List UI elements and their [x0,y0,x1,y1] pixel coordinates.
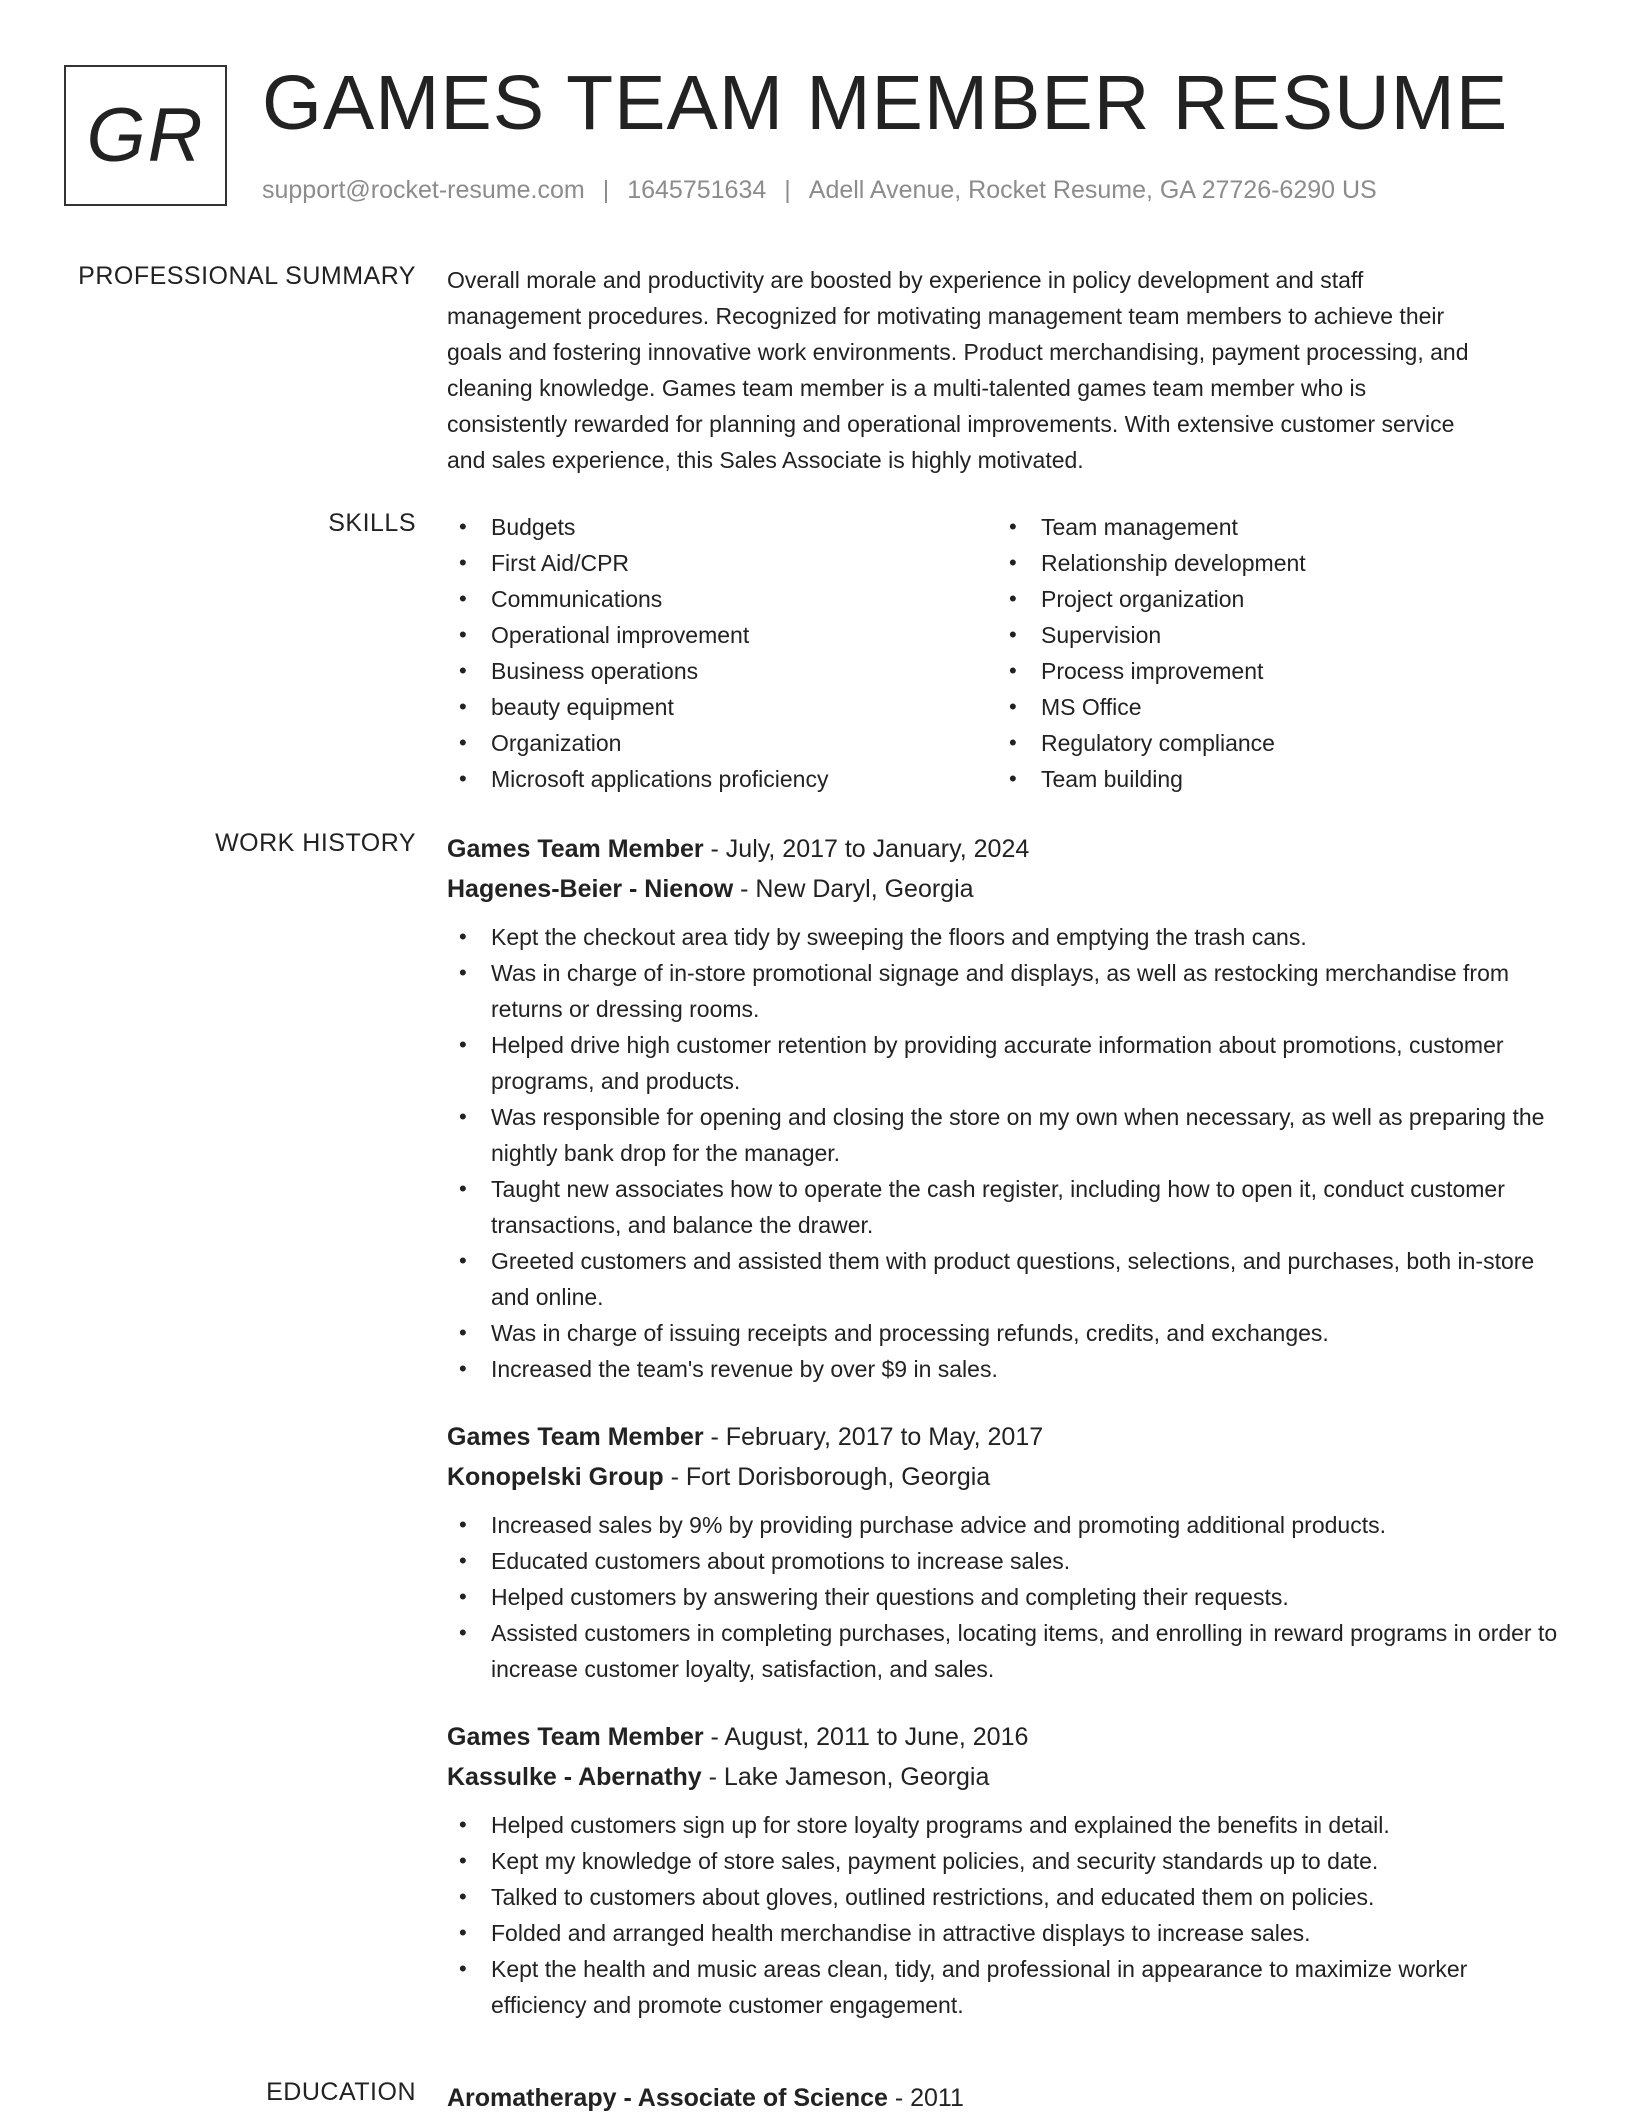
summary-line: goals and fostering innovative work environments. Product merchandising, payment processing, and [447,339,1469,365]
job-entry [447,829,1567,1387]
summary-line: Overall morale and productivity are boosted by experience in policy development and staff [447,267,1364,293]
job-bullet: • Kept the checkout area tidy by sweeping the floors and emptying the trash cans. [447,919,1567,955]
contact-separator: | [784,176,791,204]
job-location: - New Daryl, Georgia [733,875,974,903]
skills-column-right [997,509,1547,797]
job-company: Konopelski Group [447,1463,664,1491]
page-title: GAMES TEAM MEMBER RESUME [262,60,1509,146]
skill-item: • Budgets [447,509,997,545]
job-bullet: • Talked to customers about gloves, outlined restrictions, and educated them on policies. [447,1879,1567,1915]
skill-item: • Operational improvement [447,617,997,653]
job-title: Games Team Member [447,835,704,863]
job-title: Games Team Member [447,1723,704,1751]
job-bullet: • Kept my knowledge of store sales, payment policies, and security standards up to date. [447,1843,1567,1879]
skill-item: • First Aid/CPR [447,545,997,581]
contact-email[interactable]: support@rocket-resume.com [262,176,585,204]
skill-item: • Supervision [997,617,1547,653]
job-bullet: • Was responsible for opening and closing the store on my own when necessary, as well as preparing the nightly bank drop for the manager. [447,1099,1567,1171]
skill-item: • MS Office [997,689,1547,725]
skill-item: • Communications [447,581,997,617]
summary-line: cleaning knowledge. Games team member is a multi-talented games team member who is [447,375,1367,401]
skills-column-left [447,509,997,797]
skill-item: • Regulatory compliance [997,725,1547,761]
job-location: - Fort Dorisborough, Georgia [663,1463,991,1491]
summary-text [447,262,1567,478]
skill-item: • Project organization [997,581,1547,617]
summary-line: and sales experience, this Sales Associate is highly motivated. [447,447,1084,473]
skills-list [447,509,1567,797]
contact-separator: | [602,176,610,204]
job-location: - Lake Jameson, Georgia [701,1763,990,1791]
job-bullet: • Folded and arranged health merchandise in attractive displays to increase sales. [447,1915,1567,1951]
section-label: PROFESSIONAL SUMMARY [78,262,416,290]
summary-line: management procedures. Recognized for motivating management team members to achieve their [447,303,1445,329]
job-bullet: • Kept the health and music areas clean, tidy, and professional in appearance to maximize worker efficiency and promote customer engagement. [447,1951,1567,2023]
summary-line: consistently rewarded for planning and operational improvements. With extensive customer service [447,411,1455,437]
skill-item: • beauty equipment [447,689,997,725]
skill-item: • Organization [447,725,997,761]
skill-item: • Team management [997,509,1547,545]
job-bullet: • Educated customers about promotions to increase sales. [447,1543,1567,1579]
job-entry [447,1717,1567,2023]
job-bullet: • Helped customers by answering their questions and completing their requests. [447,1579,1567,1615]
job-dates: - July, 2017 to January, 2024 [703,835,1030,863]
job-bullets [447,1807,1567,2023]
job-bullet: • Assisted customers in completing purchases, locating items, and enrolling in reward programs in order to increase customer loyalty, satisfaction, and sales. [447,1615,1567,1687]
job-bullet: • Taught new associates how to operate the cash register, including how to open it, conduct customer transactions, and balance the drawer. [447,1171,1567,1243]
job-company: Kassulke - Abernathy [447,1763,702,1791]
education-year: - 2011 [887,2084,964,2112]
job-bullet: • Greeted customers and assisted them with product questions, selections, and purchases, both in-store and online. [447,1243,1567,1315]
education-line [447,2078,1567,2118]
skill-item: • Microsoft applications proficiency [447,761,997,797]
education-degree: Aromatherapy - Associate of Science [447,2084,888,2112]
job-bullets [447,1507,1567,1687]
job-bullet: • Increased the team's revenue by over $9 in sales. [447,1351,1567,1387]
skill-item: • Relationship development [997,545,1547,581]
job-bullet: • Helped drive high customer retention by providing accurate information about promotions, customer programs, and products. [447,1027,1567,1099]
contact-line [262,176,1377,205]
job-bullet: • Was in charge of in-store promotional signage and displays, as well as restocking merchandise from returns or dressing rooms. [447,955,1567,1027]
section-label: SKILLS [328,509,416,537]
job-company-line [447,1757,1567,1797]
job-title-line [447,1717,1567,1757]
section-label: WORK HISTORY [215,829,416,857]
job-bullets [447,919,1567,1387]
contact-phone[interactable]: 1645751634 [627,176,767,204]
job-title-line [447,829,1567,869]
job-company-line [447,869,1567,909]
job-dates: - August, 2011 to June, 2016 [703,1723,1029,1751]
job-bullet: • Was in charge of issuing receipts and processing refunds, credits, and exchanges. [447,1315,1567,1351]
job-title-line [447,1417,1567,1457]
skill-item: • Business operations [447,653,997,689]
job-title: Games Team Member [447,1423,704,1451]
skill-item: • Team building [997,761,1547,797]
skill-item: • Process improvement [997,653,1547,689]
job-entry [447,1417,1567,1687]
monogram: GR [64,65,227,206]
job-company-line [447,1457,1567,1497]
education-entry [447,2078,1567,2118]
contact-address: Adell Avenue, Rocket Resume, GA 27726-6290 US [808,176,1377,204]
work-history-list [447,829,1567,2053]
job-company: Hagenes-Beier - Nienow [447,875,734,903]
job-dates: - February, 2017 to May, 2017 [703,1423,1044,1451]
job-bullet: • Helped customers sign up for store loyalty programs and explained the benefits in detail. [447,1807,1567,1843]
section-label: EDUCATION [266,2078,416,2106]
job-bullet: • Increased sales by 9% by providing purchase advice and promoting additional products. [447,1507,1567,1543]
